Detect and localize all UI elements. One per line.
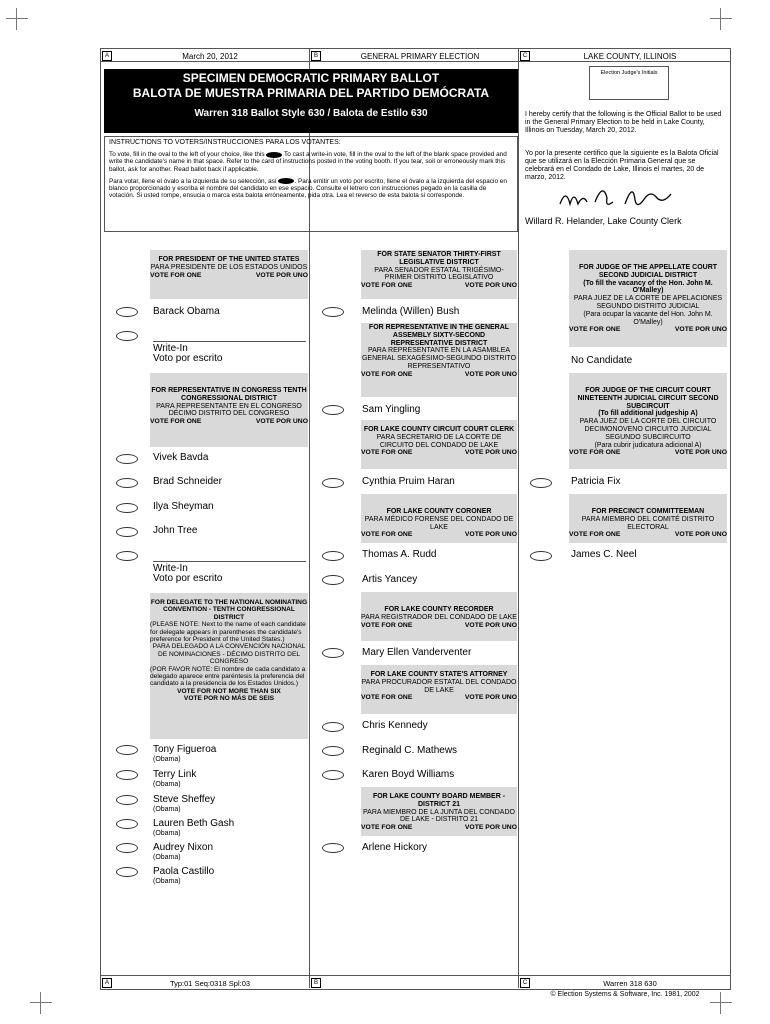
candidate-name: Sam Yingling (362, 404, 421, 415)
contest-congress-header: FOR REPRESENTATIVE IN CONGRESS TENTH CONGRESSIONAL DISTRICT PARA REPRESENTANTE EN EL CONGRESO DÉCIMO DISTRITO DEL CONGRESO VOTE FOR ONE VOTE POR UNO (150, 373, 308, 447)
candidate-name: Steve Sheffey (153, 794, 216, 805)
candidate-name: Audrey Nixon (153, 842, 214, 853)
column-divider (518, 48, 519, 988)
judges-initials-label: Election Judge's Initials (600, 70, 658, 76)
filled-oval-example (266, 152, 282, 158)
vote-oval[interactable] (530, 478, 552, 488)
candidate-name: Karen Boyd Williams (362, 769, 455, 780)
candidate-name: Cynthia Pruim Haran (362, 476, 455, 487)
candidate-preference: (Obama) (153, 878, 181, 885)
contest-recorder-header: FOR LAKE COUNTY RECORDER PARA REGISTRADOR DEL CONDADO DE LAKE VOTE FOR ONE VOTE POR UNO (361, 592, 517, 641)
column-b-marker: B (311, 51, 321, 61)
contest-appellate-judge-header: FOR JUDGE OF THE APPELLATE COURT SECOND JUDICIAL DISTRICT (To fill the vacancy of the Hon. John M. O'Malley) PARA JUEZ DE LA CORTE DE APELACIONES SEGUNDO DISTRITO JUDICIAL (Para ocupar la vacante del Hon. John M. O'Malley) VOTE FOR ONE VOTE POR UNO (569, 250, 727, 347)
candidate-name: Terry Link (153, 769, 197, 780)
vote-oval[interactable] (116, 867, 138, 877)
instructions (104, 136, 518, 232)
candidate-preference: (Obama) (153, 781, 181, 788)
instructions-spanish: Para votar, llene el óvalo a la izquierda de su selección, así . Para emitir un voto por escrito, llene el óvalo a la izquierda del espacio en blanco proporcionado y escriba el nombre del candidato en ese espacio. Consulte el letrero con instrucciones pegado en la casilla de votación. Si usted rompe, ensucia o marca esta balota erróneamente, pida otra. Lea el reverso de esta balota si corresponde. (109, 177, 507, 200)
column-c-marker: C (520, 978, 530, 988)
footer-divider (100, 975, 730, 976)
column-a-marker: A (102, 51, 112, 61)
vote-oval[interactable] (116, 527, 138, 537)
vote-oval[interactable] (322, 551, 344, 561)
instructions-english: To vote, fill in the oval to the left of your choice, like this To cast a write-in vote, fill in the oval to the left of the blank space provided and write the candidate's name in that space. Refer to the card of instructions posted in the voting booth. If you tear, soil or erroneously mark this ballot, ask for another. Read ballot back if applicable. (109, 151, 507, 173)
candidate-name: Chris Kennedy (362, 720, 428, 731)
vote-oval[interactable] (116, 770, 138, 780)
contest-general-assembly-header: FOR REPRESENTATIVE IN THE GENERAL ASSEMBLY SIXTY-SECOND REPRESENTATIVE DISTRICT PARA REPRESENTANTE EN LA ASAMBLEA GENERAL SEXAGÉSIMO-SEGUNDO DISTRITO REPRESENTATIVO VOTE FOR ONE VOTE POR UNO (361, 323, 517, 397)
candidate-name: Lauren Beth Gash (153, 818, 235, 829)
candidate-name: Reginald C. Mathews (362, 745, 458, 756)
candidate-name: Melinda (Willen) Bush (362, 306, 460, 317)
write-in-label-spanish: Voto por escrito (153, 353, 223, 364)
contest-delegate-header: FOR DELEGATE TO THE NATIONAL NOMINATING CONVENTION - TENTH CONGRESSIONAL DISTRICT (PLEASE NOTE: Next to the name of each candidate for delegate appears in parentheses the candidate's preference for President of the United States.) PARA DELEGADO A LA CONVENCIÓN NACIONAL DE NOMINACIONES - DÉCIMO DISTRITO DEL CONGRESO (POR FAVOR NOTE: El nombre de cada candidato a delegado aparece entre paréntesis la preferencia del candidato a la presidencia de los Estados Unidos.) VOTE FOR NOT MORE THAN SIX VOTE POR NO MÁS DE SEIS (150, 593, 308, 739)
instructions-heading: INSTRUCTIONS TO VOTERS/INSTRUCCIONES PARA LOS VOTANTES: (109, 139, 341, 146)
contest-circuit-clerk-header: FOR LAKE COUNTY CIRCUIT COURT CLERK PARA SECRETARIO DE LA CORTE DE CIRCUITO DEL CONDADO DE LAKE VOTE FOR ONE VOTE POR UNO (361, 420, 517, 469)
candidate-name: Patricia Fix (571, 476, 621, 487)
candidate-name: Brad Schneider (153, 476, 222, 487)
write-in-label: Write-In (153, 343, 188, 354)
vote-oval[interactable] (322, 575, 344, 585)
write-in-line[interactable] (153, 561, 306, 562)
candidate-name: Arlene Hickory (362, 842, 428, 853)
candidate-name: Tony Figueroa (153, 744, 217, 755)
vote-oval[interactable] (322, 770, 344, 780)
candidate-name: Thomas A. Rudd (362, 549, 437, 560)
vote-oval[interactable] (322, 648, 344, 658)
ballot-style: Warren 318 Ballot Style 630 / Balota de Estilo 630 (194, 108, 428, 119)
write-in-label-spanish: Voto por escrito (153, 573, 223, 584)
vote-oval[interactable] (116, 795, 138, 805)
election-name: GENERAL PRIMARY ELECTION (360, 52, 480, 61)
candidate-preference: (Obama) (153, 830, 181, 837)
contest-circuit-judge-header: FOR JUDGE OF THE CIRCUIT COURT NINETEENTH JUDICIAL CIRCUIT SECOND SUBCIRCUIT (To fill additional judgeship A) PARA JUEZ DE LA CORTE DEL CIRCUITO DECIMONOVENO CIRCUITO JUDICIAL SEGUNDO SUBCIRCUITO (Para cubrir judicatura adicional A) VOTE FOR ONE VOTE POR UNO (569, 373, 727, 469)
vote-oval[interactable] (322, 843, 344, 853)
vote-oval[interactable] (322, 478, 344, 488)
candidate-preference: (Obama) (153, 756, 181, 763)
contest-coroner-header: FOR LAKE COUNTY CORONER PARA MÉDICO FORENSE DEL CONDADO DE LAKE VOTE FOR ONE VOTE POR UNO (361, 494, 517, 543)
vote-oval[interactable] (116, 307, 138, 317)
write-in-oval[interactable] (116, 331, 138, 341)
vote-oval[interactable] (322, 746, 344, 756)
vote-oval[interactable] (322, 722, 344, 732)
header-divider (100, 61, 730, 62)
vote-oval[interactable] (322, 405, 344, 415)
election-date: March 20, 2012 (182, 52, 238, 61)
vote-oval[interactable] (116, 478, 138, 488)
candidate-name: Vivek Bavda (153, 452, 209, 463)
vote-oval[interactable] (116, 819, 138, 829)
write-in-line[interactable] (153, 341, 306, 342)
certification-spanish: Yo por la presente certifico que la siguiente es la Balota Oficial que se utilizará en la Elección Primaria General que se celebrará en el Condado de Lake, Illinois el martes, 20 de marzo, 2012. (525, 150, 719, 181)
ballot-style-footer: Warren 318 630 (603, 979, 657, 988)
copyright: © Election Systems & Software, Inc. 1981, 2002 (550, 991, 700, 998)
candidate-preference: (Obama) (153, 806, 181, 813)
ballot-title-spanish: BALOTA DE MUESTRA PRIMARIA DEL PARTIDO DEMÓCRATA (132, 86, 490, 100)
candidate-name: Ilya Sheyman (153, 501, 214, 512)
filled-oval-example (278, 178, 294, 184)
county-name: LAKE COUNTY, ILLINOIS (583, 52, 677, 61)
vote-oval[interactable] (116, 843, 138, 853)
clerk-name: Willard R. Helander, Lake County Clerk (525, 216, 682, 226)
registration-mark (6, 8, 28, 30)
column-c-marker: C (520, 51, 530, 61)
candidate-name: Mary Ellen Vanderventer (362, 647, 472, 658)
clerk-signature (555, 184, 695, 214)
vote-oval[interactable] (116, 454, 138, 464)
judges-initials-box[interactable] (589, 66, 669, 100)
ballot-title-block (104, 69, 518, 133)
candidate-name: Paola Castillo (153, 866, 215, 877)
contest-president-header: FOR PRESIDENT OF THE UNITED STATES PARA PRESIDENTE DE LOS ESTADOS UNIDOS VOTE FOR ONE VOTE POR UNO (150, 250, 308, 299)
write-in-oval[interactable] (116, 551, 138, 561)
column-a-marker: A (102, 978, 112, 988)
candidate-preference: (Obama) (153, 854, 181, 861)
registration-mark (710, 8, 732, 30)
candidate-name: Barack Obama (153, 306, 220, 317)
registration-mark (30, 992, 52, 1014)
no-candidate-text: No Candidate (571, 355, 633, 366)
ballot-sequence-code: Typ:01 Seq:0318 Spl:03 (169, 979, 251, 988)
contest-state-senator-header: FOR STATE SENATOR THIRTY-FIRST LEGISLATIVE DISTRICT PARA SENADOR ESTATAL TRIGÉSIMO-PRIMER DISTRITO LEGISLATIVO VOTE FOR ONE VOTE POR UNO (361, 250, 517, 299)
contest-board-member-header: FOR LAKE COUNTY BOARD MEMBER - DISTRICT 21 PARA MIEMBRO DE LA JUNTA DEL CONDADO DE LAKE - DISTRITO 21 VOTE FOR ONE VOTE POR UNO (361, 787, 517, 836)
ballot-title: SPECIMEN DEMOCRATIC PRIMARY BALLOT (182, 71, 440, 85)
write-in-label: Write-In (153, 563, 188, 574)
certification-english: I hereby certify that the following is the Official Ballot to be used in the General Primary Election to be held in Lake County, Illinois on Tuesday, March 20, 2012. (525, 111, 722, 134)
vote-oval[interactable] (530, 551, 552, 561)
vote-oval[interactable] (116, 745, 138, 755)
vote-oval[interactable] (322, 307, 344, 317)
contest-precinct-committeeman-header: FOR PRECINCT COMMITTEEMAN PARA MIEMBRO DEL COMITÉ DISTRITO ELECTORAL VOTE FOR ONE VOTE POR UNO (569, 494, 727, 543)
candidate-name: Artis Yancey (362, 574, 418, 585)
candidate-name: James C. Neel (571, 549, 637, 560)
candidate-name: John Tree (153, 525, 198, 536)
column-b-marker: B (311, 978, 321, 988)
contest-states-attorney-header: FOR LAKE COUNTY STATE'S ATTORNEY PARA PROCURADOR ESTATAL DEL CONDADO DE LAKE VOTE FOR ONE VOTE POR UNO (361, 665, 517, 714)
vote-oval[interactable] (116, 503, 138, 513)
